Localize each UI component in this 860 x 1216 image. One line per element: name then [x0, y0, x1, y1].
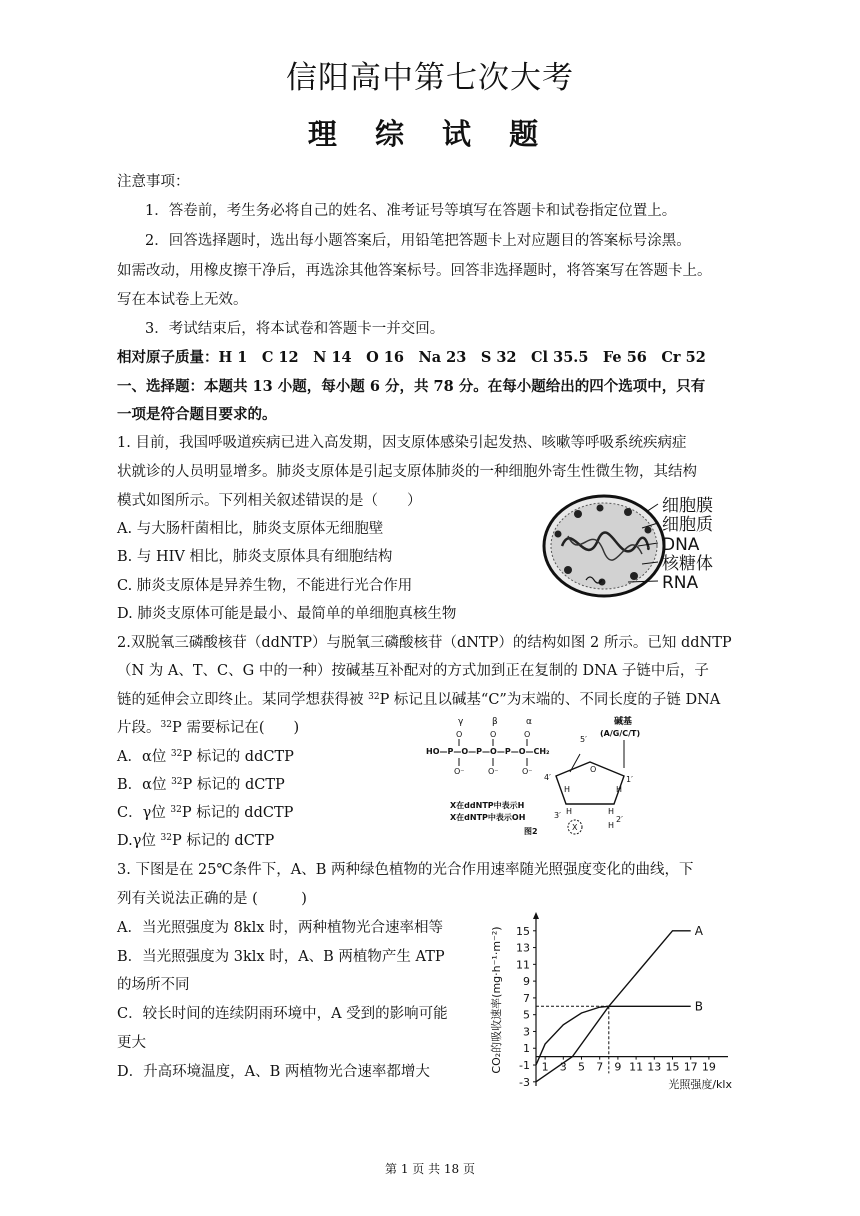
x-axis-label: 光照强度/klx: [668, 1078, 732, 1091]
photosynthesis-chart: [486, 900, 756, 1100]
q1-option-d[interactable]: D. 肺炎支原体可能是最小、最简单的单细胞真核生物: [117, 606, 457, 622]
y-tick-label: 1: [523, 1042, 530, 1056]
x-tick-label: 1: [541, 1060, 549, 1074]
page-footer: 第 1 页 共 18 页: [385, 1162, 475, 1176]
svg-text:O: O: [456, 730, 463, 739]
section-heading-cont: 一项是符合题目要求的。: [117, 406, 277, 423]
exam-title: 信阳高中第七次大考: [286, 60, 574, 96]
x-tick-label: 3: [559, 1060, 567, 1074]
x-tick-label: 15: [665, 1060, 680, 1074]
y-axis-label: CO₂的吸收速率(mg·h⁻¹·m⁻²): [490, 926, 503, 1074]
beta-label: β: [492, 717, 498, 727]
y-tick-label: 5: [523, 1008, 530, 1022]
q3-stem-line2: 列有关说法正确的是 ( ): [117, 891, 307, 907]
q2-option-c[interactable]: C．γ位 $^{32}$P 标记的 ddCTP: [117, 805, 294, 821]
q2-option-b[interactable]: B．α位 $^{32}$P 标记的 dCTP: [117, 777, 285, 793]
y-tick-label: 9: [523, 975, 530, 989]
q3-option-b-cont: 的场所不同: [117, 977, 190, 993]
y-tick-label: 7: [523, 991, 530, 1005]
q1-option-a[interactable]: A. 与大肠杆菌相比，肺炎支原体无细胞壁: [117, 521, 384, 537]
y-tick-label: 13: [516, 941, 530, 955]
nucleotide-figure: [420, 712, 680, 838]
q3-option-b[interactable]: B．当光照强度为 3klx 时，A、B 两植物产生 ATP: [117, 949, 445, 965]
svg-text:O⁻: O⁻: [488, 767, 499, 776]
x-tick-label: 13: [647, 1060, 662, 1074]
fig1-label-ribosome: 核糖体: [662, 554, 713, 574]
notice-item-3: 3．考试结束后，将本试卷和答题卡一并交回。: [145, 321, 445, 337]
x-label: X: [572, 823, 578, 832]
x-tick-label: 7: [596, 1060, 604, 1074]
svg-text:H: H: [608, 807, 615, 816]
q2-option-d[interactable]: D.γ位 $^{32}$P 标记的 dCTP: [117, 833, 275, 849]
alpha-label: α: [526, 717, 532, 727]
svg-text:H: H: [564, 785, 571, 794]
five-prime-label: 5′: [580, 735, 587, 744]
q1-stem-line1: 1. 目前，我国呼吸道疾病已进入高发期，因支原体感染引起发热、咳嗽等呼吸系统疾病症: [117, 435, 687, 451]
svg-text:O⁻: O⁻: [454, 767, 465, 776]
notice-item-2-cont: 如需改动，用橡皮擦干净后，再选涂其他答案标号。回答非选择题时，将答案写在答题卡上。: [117, 263, 712, 279]
note-dntp: X在dNTP中表示OH: [450, 813, 526, 822]
svg-text:O: O: [524, 730, 531, 739]
q3-option-d[interactable]: D．升高环境温度，A、B 两植物光合速率都增大: [117, 1064, 430, 1080]
q3-option-c[interactable]: C．较长时间的连续阴雨环境中，A 受到的影响可能: [117, 1006, 448, 1022]
y-tick-label: 11: [516, 958, 530, 972]
q1-option-b[interactable]: B. 与 HIV 相比，肺炎支原体具有细胞结构: [117, 549, 393, 565]
phosphate-chain: HO—P—O—P—O—P—O—CH₂: [426, 747, 550, 756]
q1-stem-line2: 状就诊的人员明显增多。肺炎支原体是引起支原体肺炎的一种细胞外寄生性微生物，其结构: [117, 464, 697, 480]
q2-option-a[interactable]: A．α位 $^{32}$P 标记的 ddCTP: [117, 749, 294, 765]
three-prime-label: 3′: [554, 811, 561, 820]
base-subtitle: (A/G/C/T): [600, 729, 641, 738]
svg-text:H: H: [608, 821, 615, 830]
q3-option-c-cont: 更大: [117, 1035, 146, 1051]
fig1-label-dna: DNA: [662, 535, 700, 555]
svg-text:O: O: [490, 730, 497, 739]
y-axis-arrow: [533, 912, 539, 919]
x-tick-label: 17: [683, 1060, 698, 1074]
exam-subtitle: 理 综 试 题: [307, 117, 553, 151]
gamma-label: γ: [458, 717, 464, 727]
x-tick-label: 11: [629, 1060, 644, 1074]
notice-item-2-end: 写在本试卷上无效。: [117, 292, 248, 308]
section-heading: 一、选择题：本题共 13 小题，每小题 6 分，共 78 分。在每小题给出的四个选项中，只有: [117, 378, 706, 395]
two-prime-label: 2′: [616, 815, 623, 824]
series-a-label: A: [694, 923, 703, 938]
one-prime-label: 1′: [626, 775, 633, 784]
four-prime-label: 4′: [544, 773, 551, 782]
q1-option-c[interactable]: C. 肺炎支原体是异养生物，不能进行光合作用: [117, 578, 413, 594]
notice-item-2: 2．回答选择题时，选出每小题答案后，用铅笔把答题卡上对应题目的答案标号涂黑。: [145, 233, 691, 249]
notice-heading: 注意事项：: [117, 174, 190, 190]
q2-stem-line2: （N 为 A、T、C、G 中的一种）按碱基互补配对的方式加到正在复制的 DNA 子链中后，子: [117, 663, 709, 679]
x-tick-label: 5: [578, 1060, 585, 1074]
y-tick-label: -1: [519, 1059, 530, 1073]
svg-text:H: H: [566, 807, 573, 816]
notice-item-1: 1．答卷前，考生务必将自己的姓名、准考证号等填写在答题卡和试卷指定位置上。: [145, 203, 677, 219]
fig1-label-membrane: 细胞膜: [662, 496, 713, 516]
q3-stem-line1: 3. 下图是在 25℃条件下，A、B 两种绿色植物的光合作用速率随光照强度变化的曲线，下: [117, 862, 694, 878]
y-tick-label: -3: [519, 1075, 530, 1089]
q3-option-a[interactable]: A．当光照强度为 8klx 时，两种植物光合速率相等: [117, 920, 444, 936]
fig1-label-cytoplasm: 细胞质: [662, 515, 713, 535]
base-title: 碱基: [614, 717, 633, 727]
q2-stem-line4: 片段。$^{32}$P 需要标记在( ): [117, 720, 300, 736]
y-tick-label: 3: [523, 1025, 530, 1039]
figure-caption: 图2: [524, 827, 538, 836]
q2-stem-line1: 2.双脱氧三磷酸核苷（ddNTP）与脱氧三磷酸核苷（dNTP）的结构如图 2 所示。已知 ddNTP: [117, 635, 732, 651]
mycoplasma-figure: [538, 490, 738, 600]
y-tick-label: 15: [516, 924, 530, 938]
q2-stem-line3: 链的延伸会立即终止。某同学想获得被 $^{32}$P 标记且以碱基“C”为末端的、不同长度的子链 DNA: [117, 692, 721, 708]
q1-stem-line3: 模式如图所示。下列相关叙述错误的是（ ）: [117, 493, 422, 509]
note-ddntp: X在ddNTP中表示H: [450, 801, 525, 810]
series-b-label: B: [694, 999, 703, 1014]
atomic-mass-line: 相对原子质量：H 1 C 12 N 14 O 16 Na 23 S 32 Cl 35.5 Fe 56 Cr 52: [117, 349, 706, 366]
x-tick-label: 9: [614, 1060, 622, 1074]
svg-text:O⁻: O⁻: [522, 767, 533, 776]
svg-text:O: O: [590, 765, 597, 774]
fig1-label-rna: RNA: [662, 573, 699, 593]
svg-text:H: H: [616, 785, 623, 794]
x-tick-label: 19: [701, 1060, 716, 1074]
